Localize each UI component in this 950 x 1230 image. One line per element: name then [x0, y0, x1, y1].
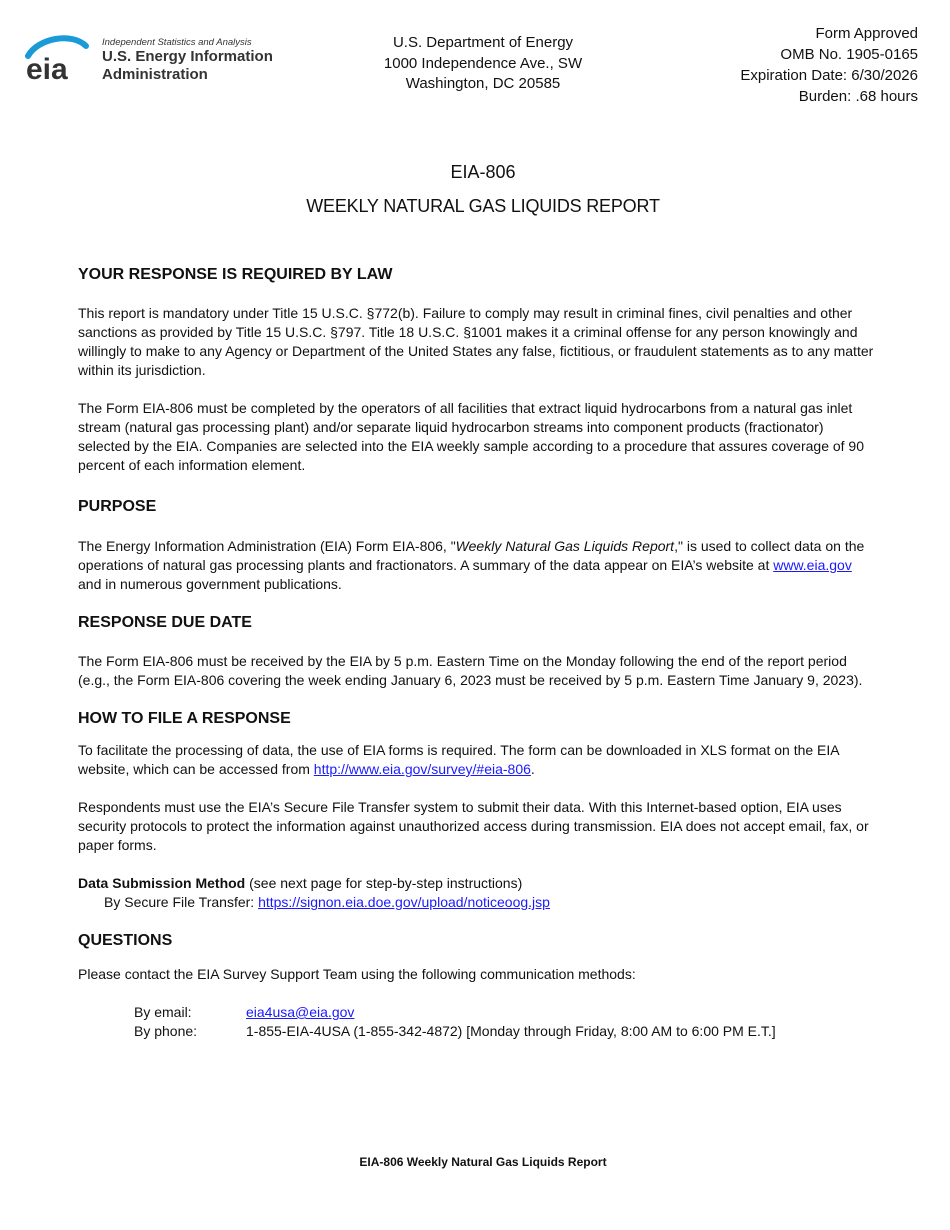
- heading-questions: QUESTIONS: [78, 932, 173, 949]
- submission-method: [78, 874, 878, 893]
- eia-website-link[interactable]: www.eia.gov: [773, 557, 852, 573]
- file-paragraph-1: [78, 741, 878, 779]
- eia-logo: [24, 34, 294, 86]
- heading-purpose: PURPOSE: [78, 498, 157, 515]
- email-link-wrap: [246, 1003, 354, 1022]
- heading-required-by-law: YOUR RESPONSE IS REQUIRED BY LAW: [78, 266, 393, 283]
- form-id: EIA-806: [450, 162, 516, 182]
- eia-logo-mark: [24, 34, 100, 86]
- file-p1-end: .: [530, 761, 535, 777]
- required-paragraph-2: The Form EIA-806 must be completed by the operators of all facilities that extract liquid hydrocarbons from a natural gas inlet stream (natural gas processing plant) and/or separate liquid hydrocarbon streams into component products (fractionator) selected by the EIA. Companies are selected into the EIA weekly sample according to a procedure that assures coverage of 90 percent of each information element.: [78, 400, 865, 473]
- address-line2: Washington, DC 20585: [405, 75, 561, 92]
- expiration-date: Expiration Date: 6/30/2026: [740, 67, 918, 84]
- omb-number: OMB No. 1905-0165: [780, 46, 918, 63]
- logo-name: [102, 48, 273, 84]
- required-paragraph-1: This report is mandatory under Title 15 U.S.C. §772(b). Failure to comply may result in criminal fines, civil penalties and other sanctions as provided by Title 15 U.S.C. §797. Title 18 U.S.C. §1001 makes it a criminal offense for any person knowingly and willingly to make to any Agency or Department of the United States any false, fictitious, or fraudulent statements as to any matter within its jurisdiction.: [78, 305, 874, 378]
- purpose-report-name: Weekly Natural Gas Liquids Report: [455, 538, 675, 554]
- logo-tagline: Independent Statistics and Analysis: [102, 37, 252, 48]
- sft-label: By Secure File Transfer:: [104, 894, 259, 910]
- submission-method-note: (see next page for step-by-step instructions): [245, 875, 523, 891]
- department-name: U.S. Department of Energy: [392, 34, 574, 51]
- department-address: [330, 33, 636, 95]
- purpose-text-c: and in numerous government publications.: [78, 576, 342, 592]
- secure-file-transfer-line: [104, 893, 884, 912]
- logo-name-line1: U.S. Energy Information: [102, 48, 273, 65]
- survey-form-link[interactable]: http://www.eia.gov/survey/#eia-806: [313, 761, 531, 777]
- heading-response-due-date: RESPONSE DUE DATE: [78, 614, 252, 631]
- questions-intro: Please contact the EIA Survey Support Team using the following communication methods:: [78, 966, 636, 982]
- phone-label: By phone:: [134, 1023, 198, 1039]
- secure-file-transfer-link[interactable]: https://signon.eia.doe.gov/upload/noticeoog.jsp: [258, 894, 550, 910]
- purpose-text-a: The Energy Information Administration (EIA) Form EIA-806, ": [78, 538, 456, 554]
- logo-mark-text: eia: [26, 53, 68, 86]
- due-date-paragraph: The Form EIA-806 must be received by the EIA by 5 p.m. Eastern Time on the Monday following the end of the report period (e.g., the Form EIA-806 covering the week ending January 6, 2023 must be received by 5 p.m. Eastern Time January 9, 2023).: [78, 653, 863, 688]
- file-paragraph-2: Respondents must use the EIA’s Secure File Transfer system to submit their data. With this Internet-based option, EIA uses security protocols to protect the information against unauthorized access during transmission. EIA does not accept email, fax, or paper forms.: [78, 799, 869, 853]
- heading-how-to-file: HOW TO FILE A RESPONSE: [78, 710, 291, 727]
- email-label: By email:: [134, 1004, 192, 1020]
- page-footer: EIA-806 Weekly Natural Gas Liquids Report: [359, 1155, 607, 1169]
- support-email-link[interactable]: eia4usa@eia.gov: [246, 1004, 355, 1020]
- form-approved: Form Approved: [815, 25, 918, 42]
- burden: Burden: .68 hours: [798, 88, 918, 105]
- purpose-text-b: ," is used to collect data on the operations of natural gas processing plants and fractionators. A summary of the data appear on EIA’s website at: [78, 538, 865, 573]
- support-phone: 1-855-EIA-4USA (1-855-342-4872) [Monday through Friday, 8:00 AM to 6:00 PM E.T.]: [246, 1023, 776, 1039]
- logo-name-line2: Administration: [102, 66, 208, 83]
- file-p1-text: To facilitate the processing of data, the use of EIA forms is required. The form can be downloaded in XLS format on the EIA website, which can be accessed from: [78, 742, 839, 777]
- form-title: WEEKLY NATURAL GAS LIQUIDS REPORT: [306, 196, 660, 216]
- submission-method-label: Data Submission Method: [78, 875, 246, 891]
- address-line1: 1000 Independence Ave., SW: [383, 54, 583, 72]
- omb-approval-block: [740, 23, 918, 107]
- purpose-paragraph: [78, 537, 878, 594]
